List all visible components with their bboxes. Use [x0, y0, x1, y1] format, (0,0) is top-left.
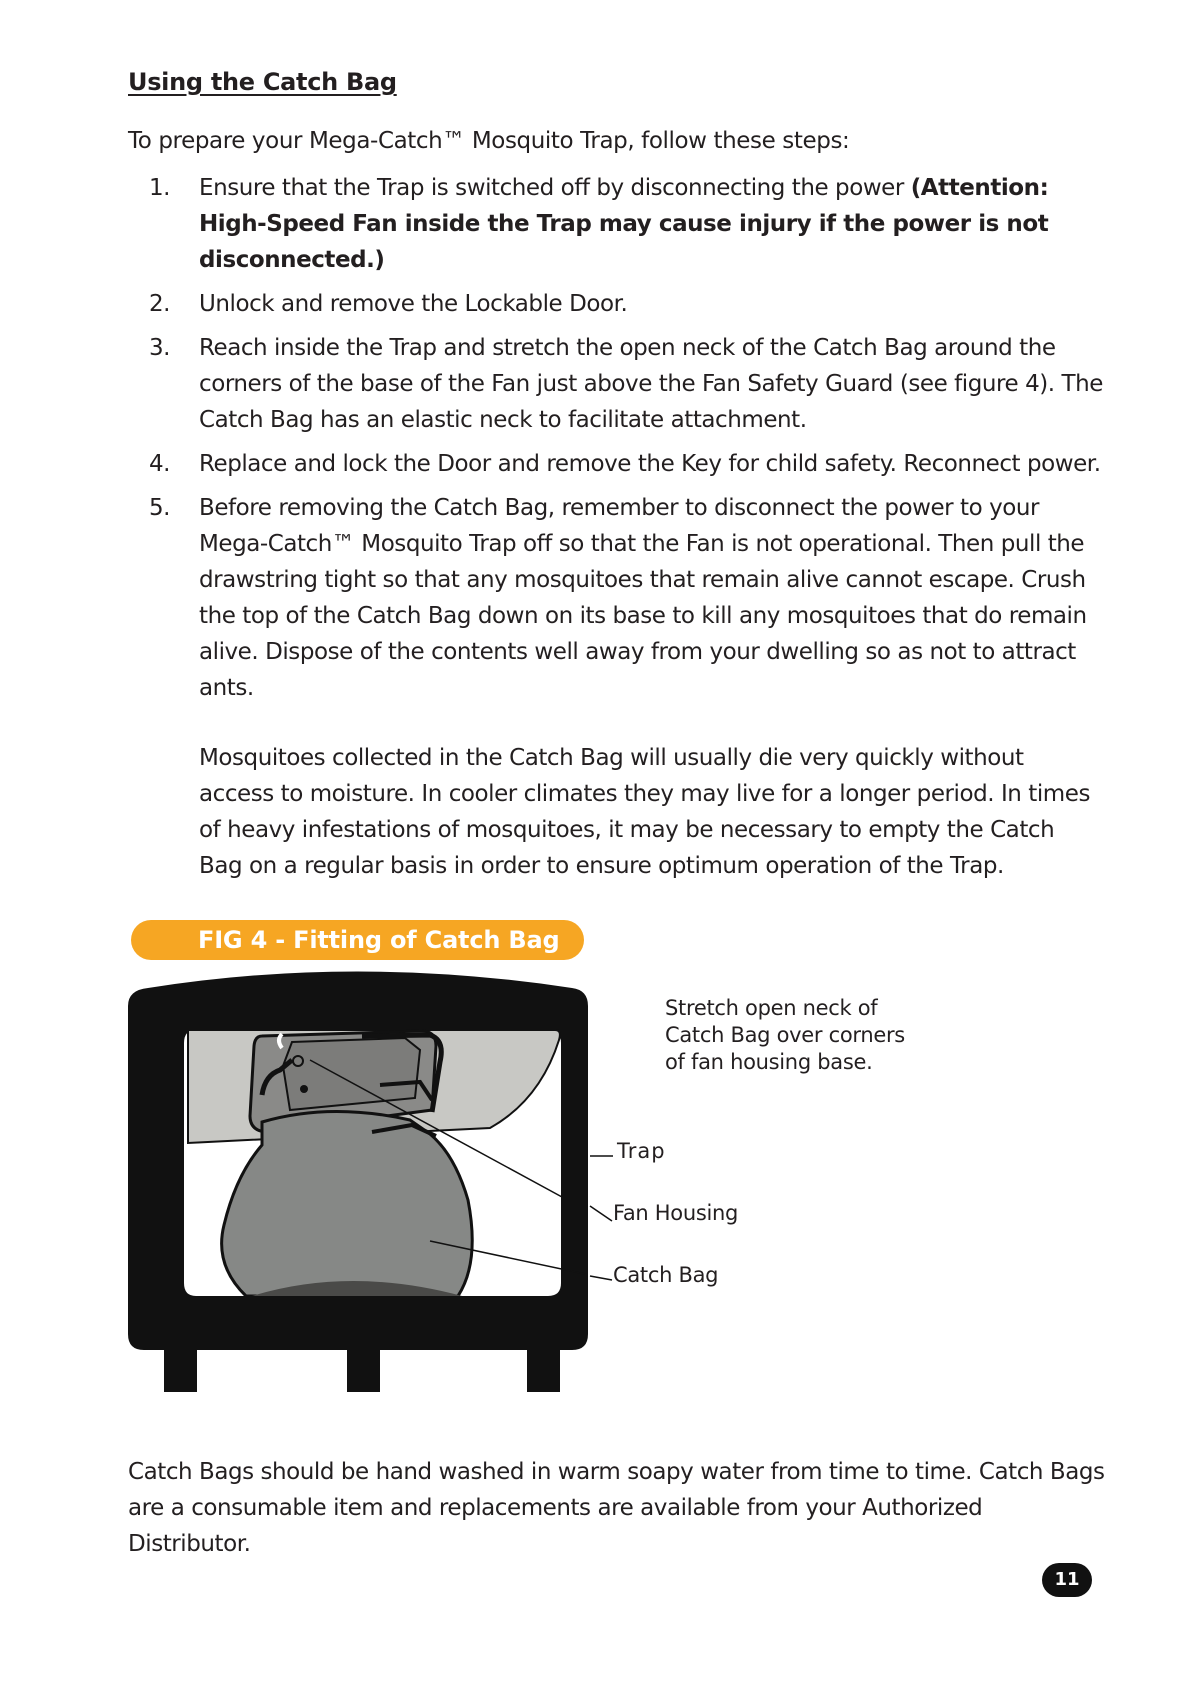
footer-text: Catch Bags should be hand washed in warm soapy water from time to time. Catch Bags are a consumable item and replacements are available from your Authorized Distributor.	[128, 1459, 1105, 1557]
step-text: Reach inside the Trap and stretch the open neck of the Catch Bag around the corners of the base of the Fan just above the Fan Safety Guard (see figure 4). The Catch Bag has an elastic neck to facilitate attachment.	[199, 335, 1103, 433]
figure-callout-main	[665, 995, 905, 1076]
warning-text: (Attention: High-Speed Fan inside the Trap may cause injury if the power is not disconnected.)	[199, 175, 1049, 273]
step-text: Replace and lock the Door and remove the Key for child safety. Reconnect power.	[199, 451, 1101, 477]
step-number: 2.	[149, 291, 171, 317]
intro-text: To prepare your Mega-Catch™ Mosquito Trap, follow these steps:	[128, 128, 850, 154]
callout-line: Stretch open neck of	[665, 996, 878, 1020]
step-number: 5.	[149, 495, 171, 521]
step-number: 3.	[149, 335, 171, 361]
step-note: Mosquitoes collected in the Catch Bag will usually die very quickly without access to moisture. In cooler climates they may live for a longer period. In times of heavy infestations of mosquitoes, it may be necessary to empty the Catch Bag on a regular basis in order to ensure optimum operation of the Trap.	[199, 745, 1090, 879]
section-heading: Using the Catch Bag	[128, 68, 397, 96]
step-text: Before removing the Catch Bag, remember to disconnect the power to your Mega-Catch™ Mosquito Trap off so that the Fan is not operational. Then pull the drawstring tight so that any mosquitoes that remain alive cannot escape. Crush the top of the Catch Bag down on its base to kill any mosquitoes that do remain alive. Dispose of the contents well away from your dwelling so as not to attract ants.	[199, 495, 1087, 701]
callout-line: Catch Bag over corners	[665, 1023, 905, 1047]
label-fan-housing: Fan Housing	[613, 1201, 739, 1225]
label-catch-bag: Catch Bag	[613, 1263, 719, 1287]
step-number: 4.	[149, 451, 171, 477]
step-number: 1.	[149, 175, 171, 201]
figure-title: FIG 4 - Fitting of Catch Bag	[131, 920, 584, 960]
step-text: Unlock and remove the Lockable Door.	[199, 291, 628, 317]
fan-guard	[283, 1038, 420, 1110]
leader-line-fan-housing	[590, 1206, 612, 1221]
leader-line-catch-bag-end	[590, 1276, 612, 1280]
drawstring-knot	[300, 1085, 308, 1093]
step-text: Ensure that the Trap is switched off by disconnecting the power	[199, 175, 911, 201]
callout-line: of fan housing base.	[665, 1050, 873, 1074]
label-trap: Trap	[617, 1139, 666, 1163]
page-number: 11	[1042, 1563, 1092, 1597]
